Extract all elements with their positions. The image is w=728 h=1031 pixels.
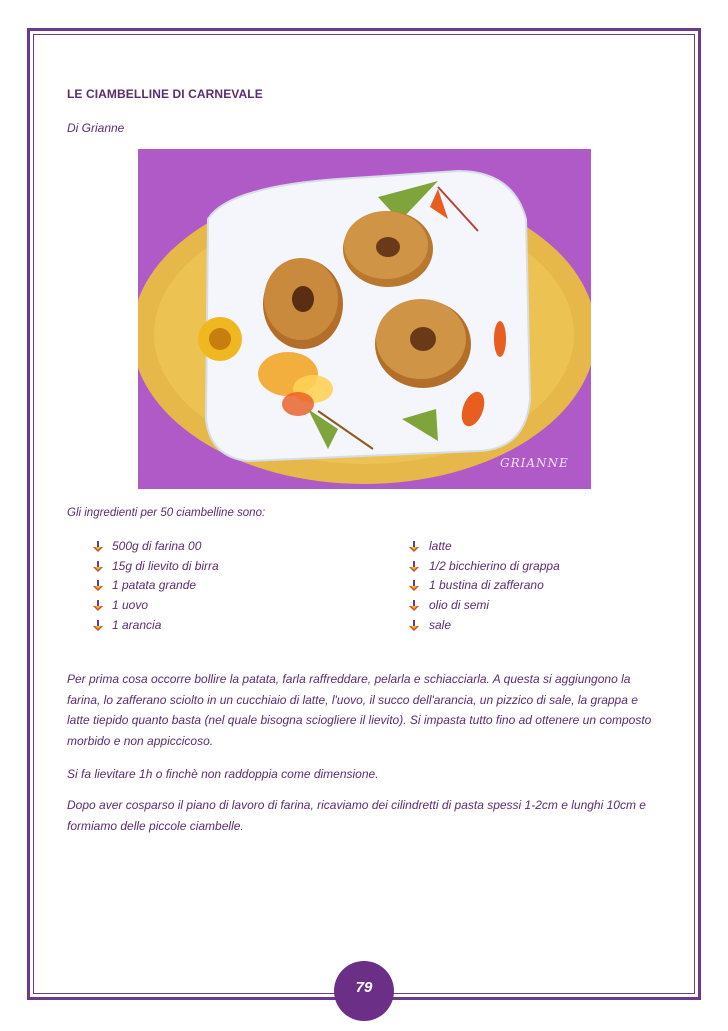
recipe-title: LE CIAMBELLINE DI CARNEVALE	[67, 87, 263, 101]
bullet-icon	[408, 600, 420, 612]
bullet-icon	[408, 580, 420, 592]
ingredient-text: sale	[429, 617, 452, 632]
ingredient-text: latte	[429, 539, 452, 553]
bullet-icon	[408, 561, 420, 573]
ingredient-text: 500g di farina 00	[112, 539, 202, 553]
ingredient-text: 1 arancia	[112, 617, 162, 632]
bullet-icon	[408, 620, 420, 632]
instructions-paragraph-2: Si fa lievitare 1h o finchè non raddoppia come dimensione.	[67, 767, 379, 781]
list-item	[92, 537, 372, 557]
list-item	[408, 537, 688, 557]
bullet-icon	[92, 600, 104, 612]
recipe-photo	[138, 149, 591, 489]
instructions-paragraph-3: Dopo aver cosparso il piano di lavoro di farina, ricaviamo dei cilindretti di pasta spessi 1-2cm e lunghi 10cm e formiamo delle piccole ciambelle.	[67, 798, 646, 833]
list-item	[408, 596, 688, 616]
recipe-author: Di Grianne	[67, 121, 125, 135]
ingredient-text: 1 bustina di zafferano	[429, 578, 544, 593]
ingredient-text: 1 uovo	[112, 598, 149, 613]
bullet-icon	[92, 541, 104, 553]
list-item	[92, 616, 372, 636]
bullet-icon	[92, 580, 104, 592]
donut-top	[343, 211, 433, 287]
bullet-icon	[408, 541, 420, 553]
ingredients-list-left	[92, 537, 372, 635]
list-item	[92, 576, 372, 596]
ingredient-text: 1 patata grande	[112, 578, 197, 593]
list-item	[92, 557, 372, 577]
page-number: 79	[355, 979, 373, 996]
ingredients-list-right	[408, 537, 688, 635]
bullet-icon	[92, 561, 104, 573]
list-item	[408, 616, 688, 636]
ingredient-text: olio di semi	[429, 598, 490, 613]
ingredient-text: 15g di lievito di birra	[112, 558, 219, 573]
ingredient-text: 1/2 bicchierino di grappa	[429, 558, 560, 573]
ingredients-intro: Gli ingredienti per 50 ciambelline sono:	[67, 507, 266, 519]
list-item	[92, 596, 372, 616]
instructions-paragraph-1: Per prima cosa occorre bollire la patata, farla raffreddare, pelarla e schiacciarla. A questa si aggiungono la farina, lo zafferano sciolto in un cucchiaio di latte, l'uovo, il succo dell'arancia, un pizzico di sale, la grappa e latte tiepido quanto basta (nel quale bisogna sciogliere il lievito). Si impasta tutto fino ad ottenere un composto morbido e non appiccicoso.	[67, 672, 652, 748]
list-item	[408, 576, 688, 596]
list-item	[408, 557, 688, 577]
bullet-icon	[92, 620, 104, 632]
photo-watermark: GRIANNE	[500, 456, 569, 470]
